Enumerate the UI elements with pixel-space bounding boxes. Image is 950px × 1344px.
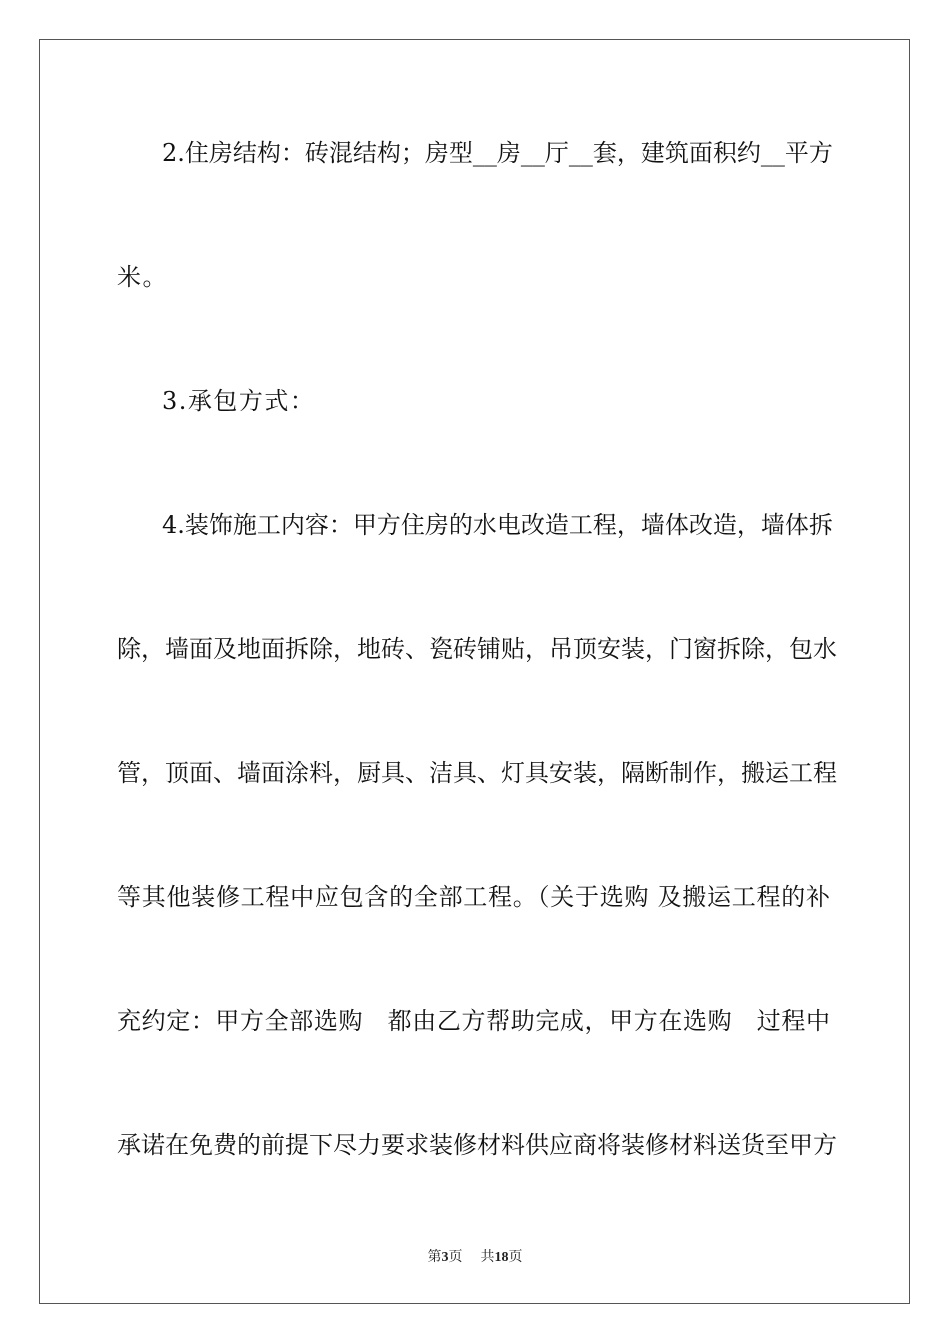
paragraph-line-demolition: 除，墙面及地面拆除，地砖、瓷砖铺贴，吊顶安装，门窗拆除，包水 xyxy=(117,635,837,663)
page-prefix: 第 xyxy=(427,1249,442,1265)
current-page-number: 3 xyxy=(441,1250,449,1265)
paragraph-line-purchase-agreement: 充约定：甲方全部选购 都由乙方帮助完成，甲方在选购 过程中 xyxy=(117,1007,830,1035)
paragraph-line-housing-structure: 2.住房结构：砖混结构；房型__房__厅__套，建筑面积约__平方 xyxy=(162,139,833,167)
paragraph-line-area-unit: 米。 xyxy=(117,263,168,291)
page-footer xyxy=(0,1248,950,1267)
page-border xyxy=(39,39,910,1304)
page-suffix: 页 xyxy=(448,1249,463,1265)
total-suffix: 页 xyxy=(508,1249,523,1265)
paragraph-line-contract-method: 3.承包方式： xyxy=(162,387,316,415)
total-prefix: 共 xyxy=(480,1249,495,1265)
paragraph-line-supplier-delivery: 承诺在免费的前提下尽力要求装修材料供应商将装修材料送货至甲方 xyxy=(117,1131,837,1159)
paragraph-line-construction-content: 4.装饰施工内容：甲方住房的水电改造工程，墙体改造，墙体拆 xyxy=(162,511,833,539)
paragraph-line-other-works: 等其他装修工程中应包含的全部工程。（关于选购 及搬运工程的补 xyxy=(117,883,830,911)
paragraph-line-installation: 管，顶面、墙面涂料，厨具、洁具、灯具安装，隔断制作，搬运工程 xyxy=(117,759,837,787)
total-page-count: 18 xyxy=(494,1250,509,1265)
